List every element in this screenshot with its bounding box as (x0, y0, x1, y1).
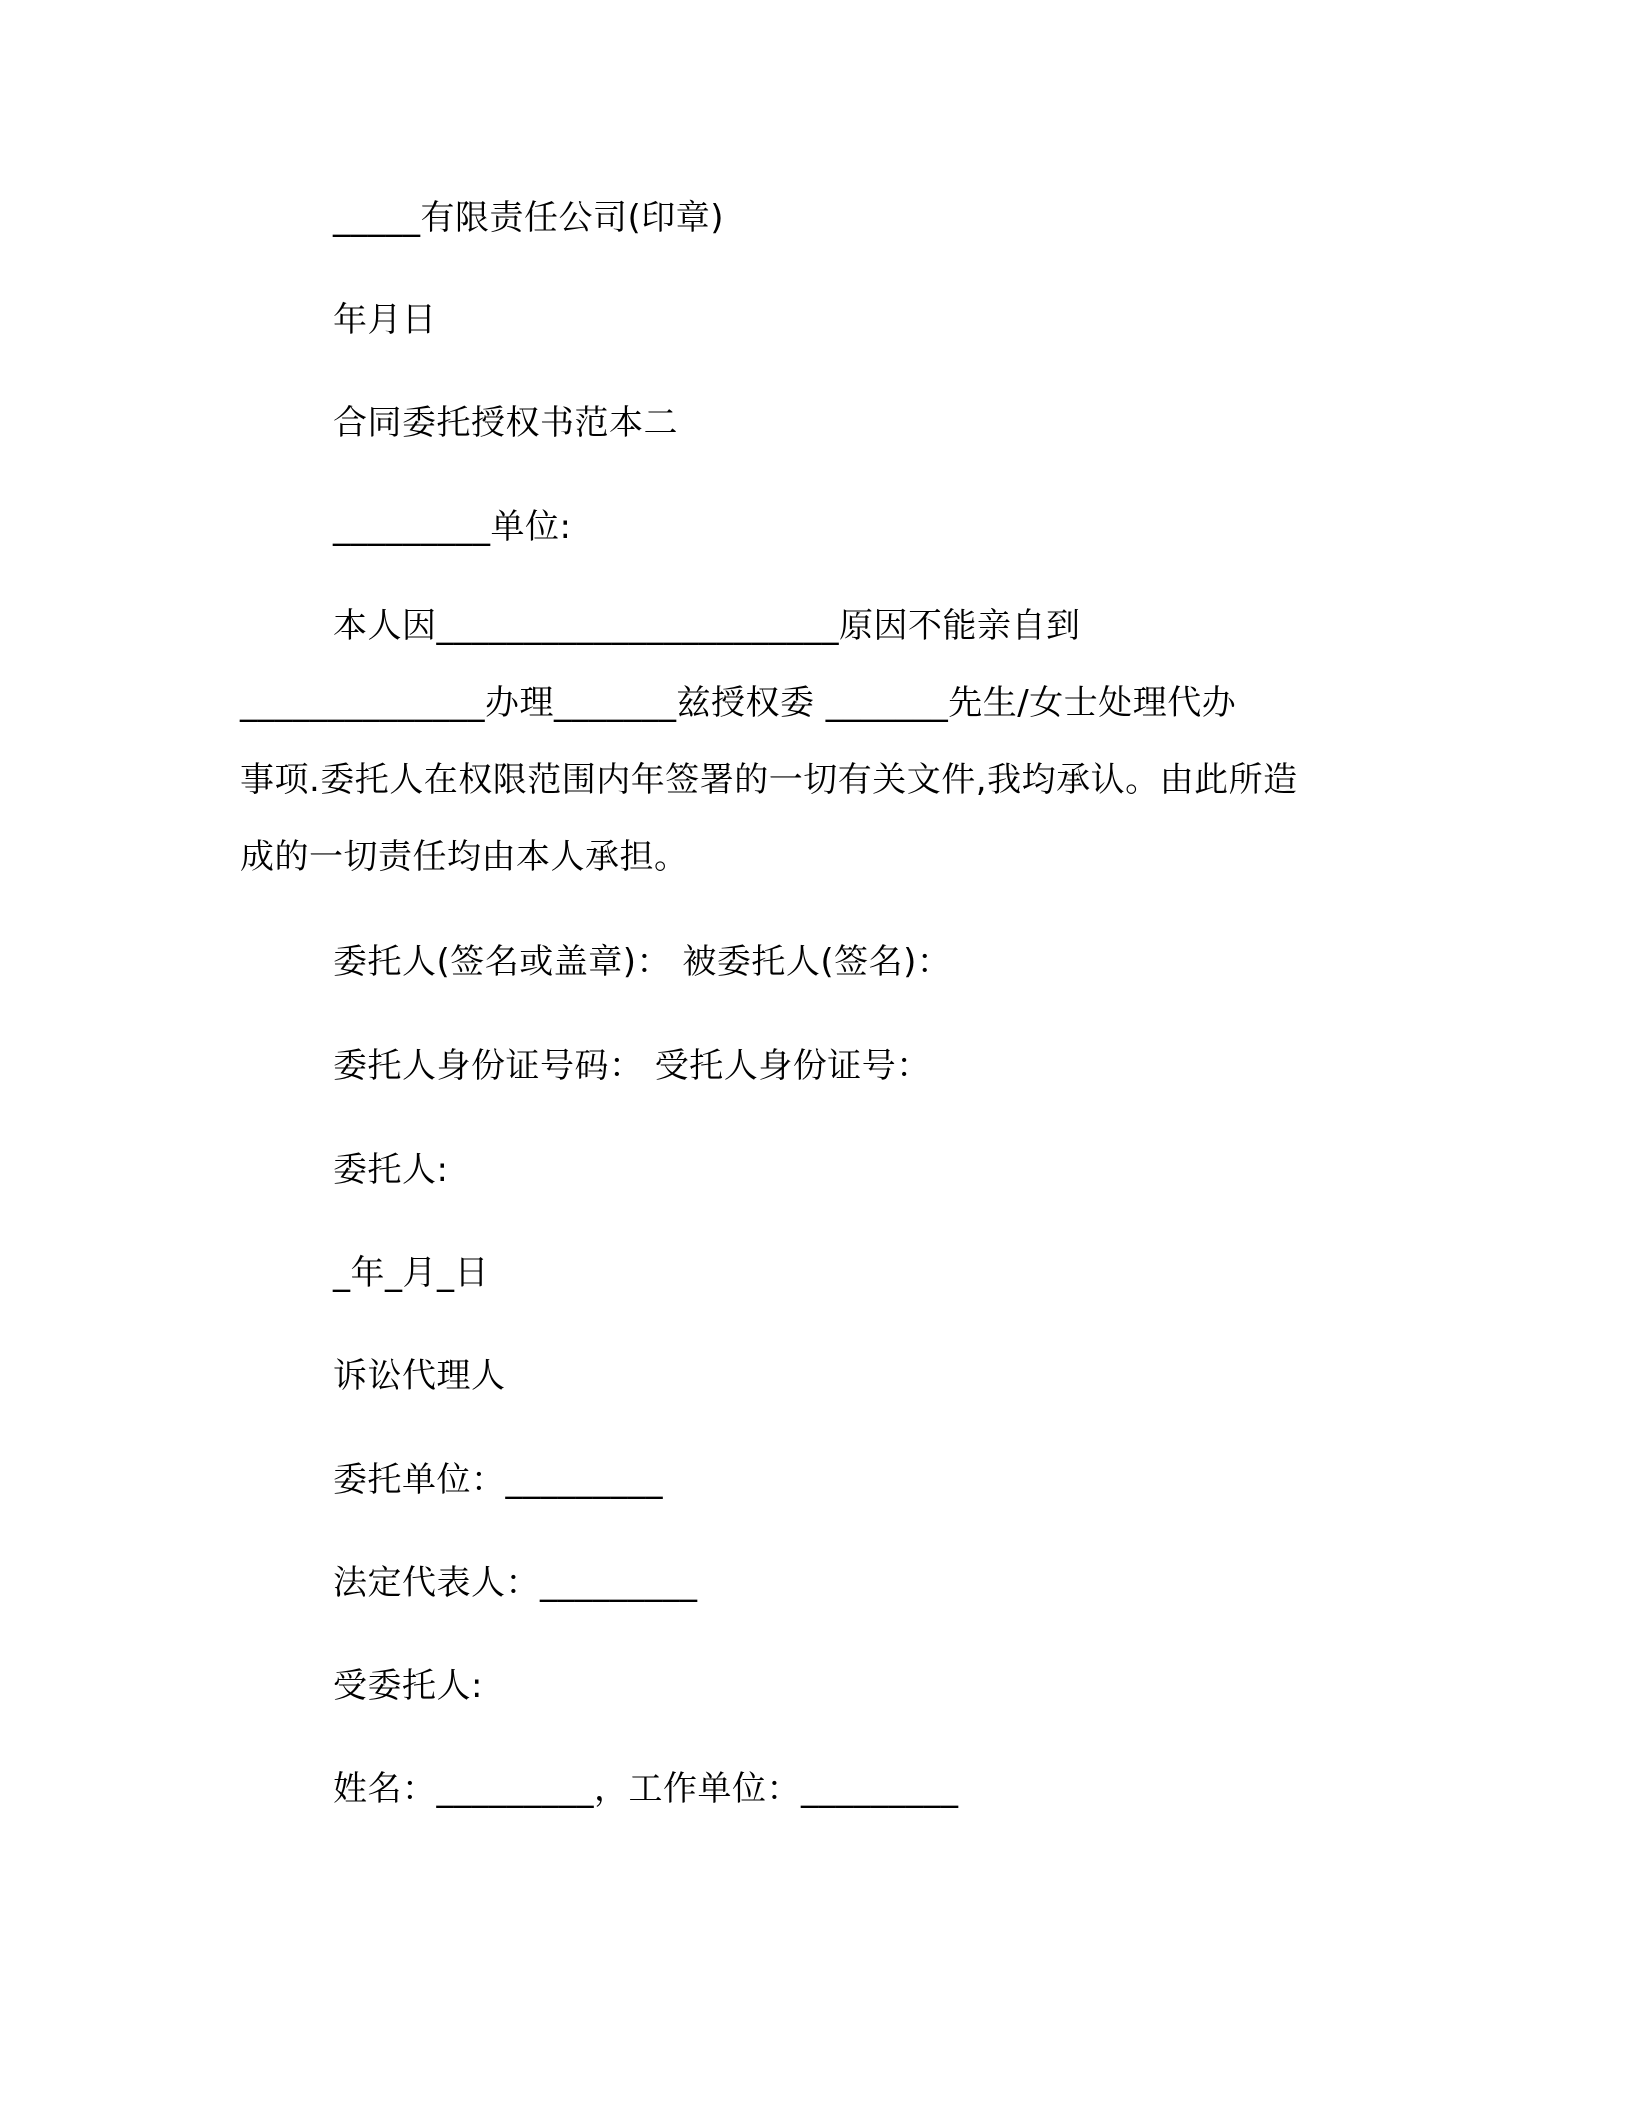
paragraph-row: 成的一切责任均由本人承担。 (240, 837, 689, 877)
paragraph-row: 事项.委托人在权限范围内年签署的一切有关文件,我均承认。由此所造 (240, 760, 1298, 800)
date-line: 年月日 (333, 300, 437, 340)
entrusting-unit-line: 委托单位：_________ (333, 1460, 663, 1500)
paragraph-row: ______________办理_______兹授权委 _______先生/女士处理代办 (240, 683, 1237, 723)
signature-date-line: _年_月_日 (333, 1253, 489, 1293)
agent-heading-line: 受委托人: (333, 1666, 483, 1706)
principal-line: 委托人: (333, 1150, 449, 1190)
document-title: 合同委托授权书范本二 (333, 403, 678, 443)
id-number-line: 委托人身份证号码： 受托人身份证号： (333, 1046, 931, 1086)
company-seal-line: _____有限责任公司(印章) (333, 198, 725, 238)
paragraph-row: 本人因_______________________原因不能亲自到 (333, 606, 1081, 646)
legal-representative-line: 法定代表人：_________ (333, 1563, 698, 1603)
agent-name-workplace-line: 姓名：_________，工作单位：_________ (333, 1769, 959, 1809)
recipient-unit-line: _________单位: (333, 507, 572, 547)
section-heading: 诉讼代理人 (333, 1356, 506, 1396)
authorization-paragraph (240, 588, 1380, 896)
signature-line: 委托人(签名或盖章)： 被委托人(签名)： (333, 942, 952, 982)
